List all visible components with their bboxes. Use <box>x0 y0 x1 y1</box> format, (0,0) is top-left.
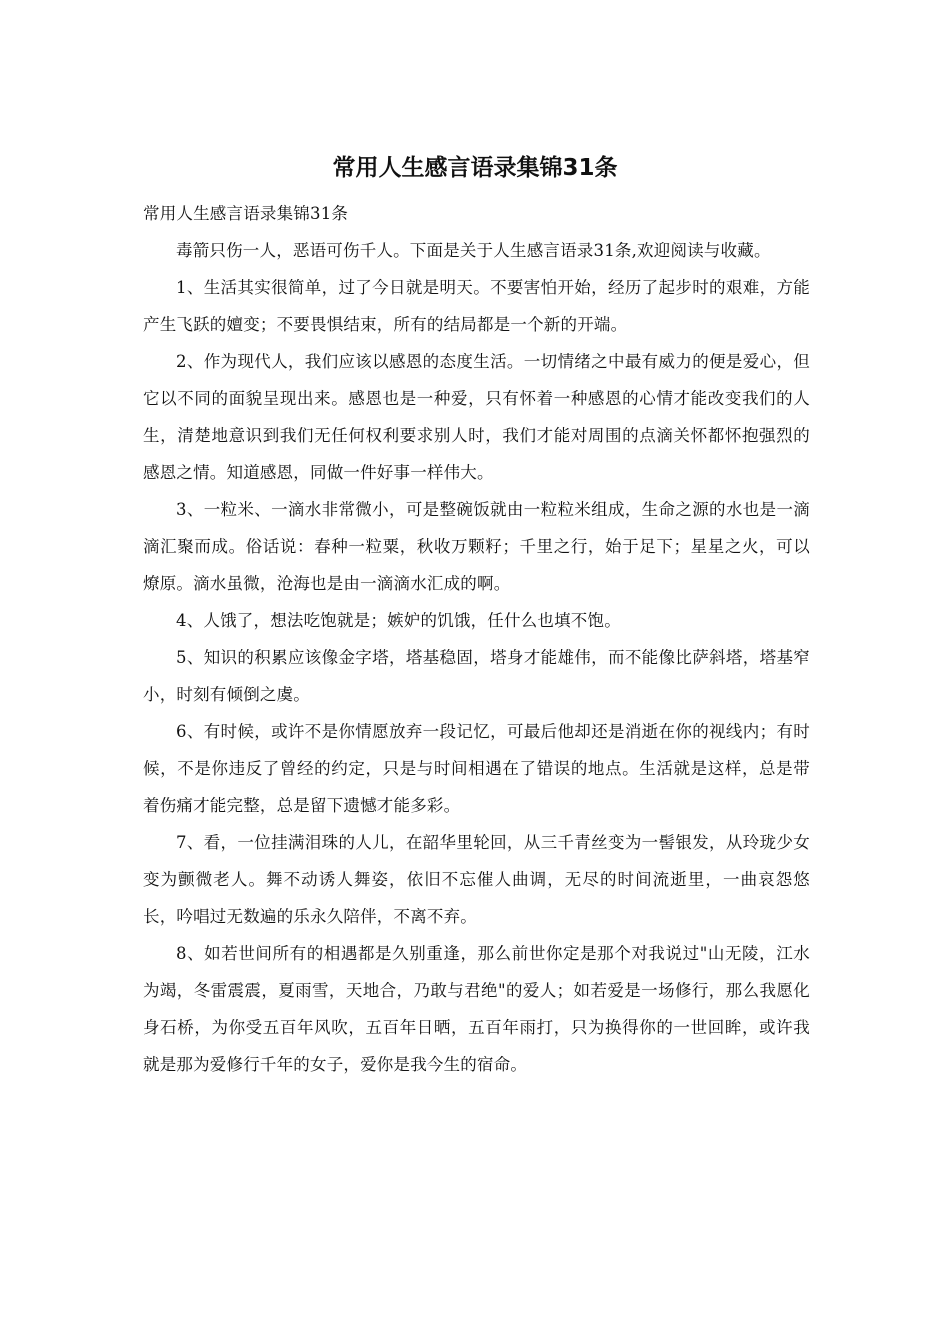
quote-item-7: 7、看，一位挂满泪珠的人儿，在韶华里轮回，从三千青丝变为一髻银发，从玲珑少女变为颤微老人。舞不动诱人舞姿，依旧不忘催人曲调，无尽的时间流逝里，一曲哀怨悠长，吟唱过无数遍的乐永久陪伴，不离不弃。 <box>143 833 810 926</box>
document-title: 常用人生感言语录集锦31条 <box>332 155 618 181</box>
quote-item-5: 5、知识的积累应该像金字塔，塔基稳固，塔身才能雄伟，而不能像比萨斜塔，塔基窄小，时刻有倾倒之虞。 <box>143 648 810 704</box>
quote-item-8: 8、如若世间所有的相遇都是久别重逢，那么前世你定是那个对我说过"山无陵，江水为竭，冬雷震震，夏雨雪，天地合，乃敢与君绝"的爱人；如若爱是一场修行，那么我愿化身石桥，为你受五百年风吹，五百年日晒，五百年雨打，只为换得你的一世回眸，或许我就是那为爱修行千年的女子，爱你是我今生的宿命。 <box>143 944 810 1074</box>
quote-item-4: 4、人饿了，想法吃饱就是；嫉妒的饥饿，任什么也填不饱。 <box>176 611 621 630</box>
quote-item-1: 1、生活其实很简单，过了今日就是明天。不要害怕开始，经历了起步时的艰难，方能产生飞跃的嬗变；不要畏惧结束，所有的结局都是一个新的开端。 <box>143 278 810 334</box>
quote-item-6: 6、有时候，或许不是你情愿放弃一段记忆，可最后他却还是消逝在你的视线内；有时候，不是你违反了曾经的约定，只是与时间相遇在了错误的地点。生活就是这样，总是带着伤痛才能完整，总是留下遗憾才能多彩。 <box>143 722 810 815</box>
document-subtitle: 常用人生感言语录集锦31条 <box>143 204 349 223</box>
intro-paragraph: 毒箭只伤一人，恶语可伤千人。下面是关于人生感言语录31条,欢迎阅读与收藏。 <box>176 241 771 260</box>
document-body <box>143 195 810 1083</box>
quote-item-2: 2、作为现代人，我们应该以感恩的态度生活。一切情绪之中最有威力的便是爱心，但它以不同的面貌呈现出来。感恩也是一种爱，只有怀着一种感恩的心情才能改变我们的人生，清楚地意识到我们无任何权利要求别人时，我们才能对周围的点滴关怀都怀抱强烈的感恩之情。知道感恩，同做一件好事一样伟大。 <box>143 352 810 482</box>
quote-item-3: 3、一粒米、一滴水非常微小，可是整碗饭就由一粒粒米组成，生命之源的水也是一滴滴汇聚而成。俗话说：春种一粒粟，秋收万颗籽；千里之行，始于足下；星星之火，可以燎原。滴水虽微，沧海也是由一滴滴水汇成的啊。 <box>143 500 810 593</box>
